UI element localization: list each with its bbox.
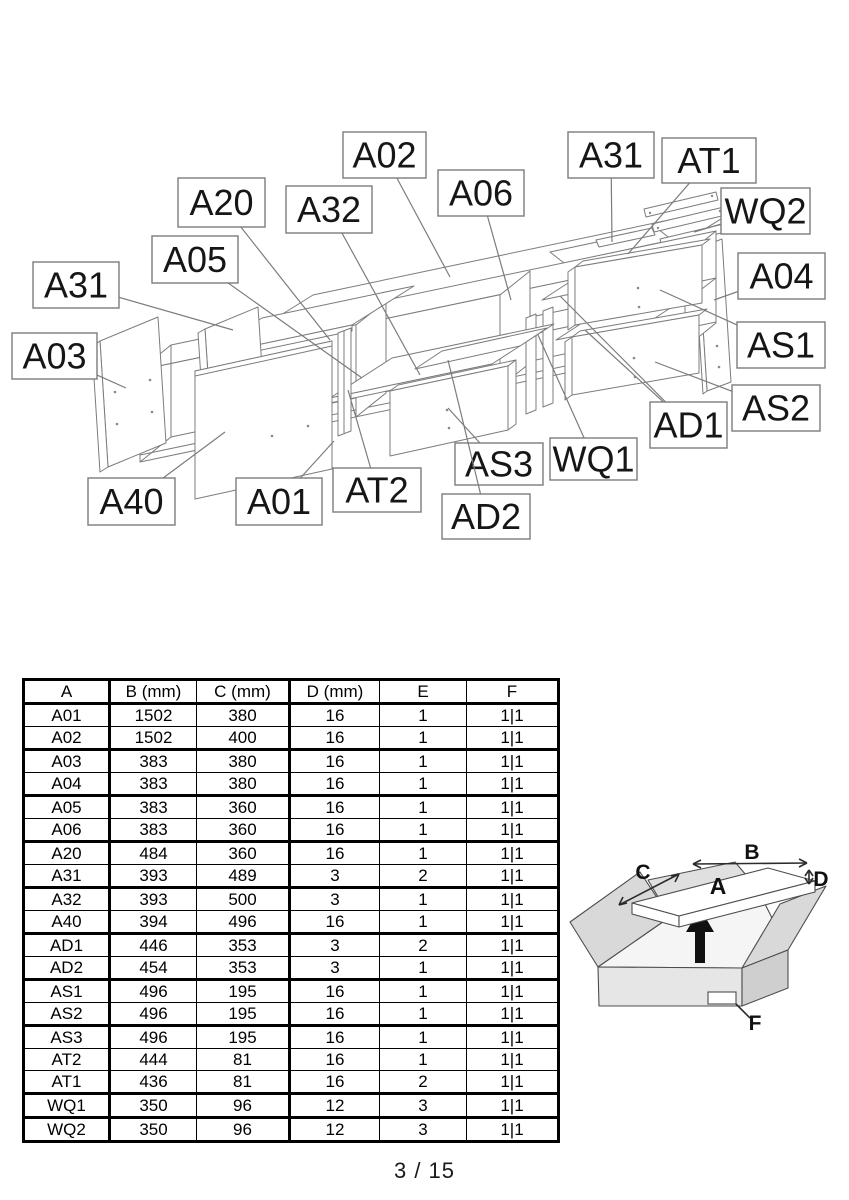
table-cell: A06 xyxy=(24,819,110,842)
table-cell: 360 xyxy=(197,842,290,865)
table-cell: 195 xyxy=(197,1003,290,1026)
parts-table xyxy=(22,678,560,1143)
table-cell: AS1 xyxy=(24,980,110,1003)
table-row xyxy=(24,911,559,934)
table-header-cell: D (mm) xyxy=(290,680,380,704)
table-cell: A03 xyxy=(24,750,110,773)
dim-label-c: C xyxy=(635,861,651,884)
table-cell: 1502 xyxy=(110,727,197,750)
table-cell: 1 xyxy=(380,1003,467,1026)
table-cell: 454 xyxy=(110,957,197,980)
table-cell: 353 xyxy=(197,934,290,957)
table-cell: 383 xyxy=(110,773,197,796)
table-cell: 353 xyxy=(197,957,290,980)
table-cell: 496 xyxy=(110,980,197,1003)
table-header-cell: F xyxy=(467,680,559,704)
table-cell: 16 xyxy=(290,727,380,750)
dim-label-f: F xyxy=(748,1012,762,1035)
part-label-text: WQ2 xyxy=(724,190,807,232)
table-cell: A05 xyxy=(24,796,110,819)
table-cell: 1 xyxy=(380,1026,467,1049)
table-cell: 1|1 xyxy=(467,911,559,934)
table-cell: 1 xyxy=(380,957,467,980)
parts-table-body xyxy=(24,704,559,1142)
table-cell: 1 xyxy=(380,704,467,727)
table-cell: AS3 xyxy=(24,1026,110,1049)
table-row xyxy=(24,773,559,796)
table-row xyxy=(24,865,559,888)
table-cell: 3 xyxy=(290,957,380,980)
table-cell: 1|1 xyxy=(467,819,559,842)
table-cell: 500 xyxy=(197,888,290,911)
table-cell: 383 xyxy=(110,819,197,842)
table-cell: 1502 xyxy=(110,704,197,727)
table-cell: 12 xyxy=(290,1094,380,1118)
part-label-text: A31 xyxy=(43,264,109,306)
part-label-text: AS2 xyxy=(741,387,811,429)
table-cell: 195 xyxy=(197,980,290,1003)
table-cell: 12 xyxy=(290,1118,380,1142)
parts-table-head xyxy=(24,680,559,704)
table-cell: 393 xyxy=(110,888,197,911)
table-cell: 484 xyxy=(110,842,197,865)
table-row xyxy=(24,888,559,911)
table-cell: 380 xyxy=(197,704,290,727)
part-label-text: A02 xyxy=(352,134,417,176)
table-cell: AT2 xyxy=(24,1049,110,1071)
table-cell: 1 xyxy=(380,911,467,934)
table-row xyxy=(24,1094,559,1118)
table-cell: 496 xyxy=(197,911,290,934)
table-cell: AD2 xyxy=(24,957,110,980)
table-row xyxy=(24,796,559,819)
table-row xyxy=(24,957,559,980)
table-cell: 394 xyxy=(110,911,197,934)
table-cell: A01 xyxy=(24,704,110,727)
part-label-text: A01 xyxy=(246,481,312,522)
table-cell: 350 xyxy=(110,1118,197,1142)
table-row xyxy=(24,1049,559,1071)
table-cell: 16 xyxy=(290,1026,380,1049)
table-cell: 81 xyxy=(197,1071,290,1094)
table-cell: 1 xyxy=(380,773,467,796)
table-cell: 16 xyxy=(290,750,380,773)
table-row xyxy=(24,980,559,1003)
table-row xyxy=(24,819,559,842)
front-trim-art xyxy=(338,328,351,436)
table-cell: 1 xyxy=(380,842,467,865)
table-cell: AS2 xyxy=(24,1003,110,1026)
table-cell: 1|1 xyxy=(467,1026,559,1049)
table-cell: 1|1 xyxy=(467,750,559,773)
part-label-text: AT1 xyxy=(677,140,741,181)
table-cell: A31 xyxy=(24,865,110,888)
table-cell: 496 xyxy=(110,1003,197,1026)
table-cell: 496 xyxy=(110,1026,197,1049)
part-label-text: AS3 xyxy=(464,443,534,485)
part-label-text: A04 xyxy=(749,255,814,297)
table-header-row xyxy=(24,680,559,704)
table-cell: 1 xyxy=(380,1049,467,1071)
table-cell: AD1 xyxy=(24,934,110,957)
table-cell: 1 xyxy=(380,796,467,819)
table-cell: 1|1 xyxy=(467,1071,559,1094)
table-cell: 81 xyxy=(197,1049,290,1071)
table-cell: WQ1 xyxy=(24,1094,110,1118)
part-label-text: A06 xyxy=(448,172,514,214)
table-cell: 1 xyxy=(380,819,467,842)
table-cell: WQ2 xyxy=(24,1118,110,1142)
dim-label-a: A xyxy=(709,873,727,899)
table-row xyxy=(24,727,559,750)
part-label-text: A20 xyxy=(189,182,254,223)
table-cell: 16 xyxy=(290,1071,380,1094)
part-label-a04 xyxy=(714,253,825,300)
table-cell: 3 xyxy=(290,888,380,911)
table-row xyxy=(24,750,559,773)
table-cell: 1|1 xyxy=(467,980,559,1003)
table-cell: 3 xyxy=(290,934,380,957)
table-cell: 16 xyxy=(290,704,380,727)
table-cell: 444 xyxy=(110,1049,197,1071)
table-cell: 2 xyxy=(380,934,467,957)
table-header-cell: E xyxy=(380,680,467,704)
part-label-text: A03 xyxy=(22,335,87,377)
table-cell: 1|1 xyxy=(467,957,559,980)
table-cell: 2 xyxy=(380,865,467,888)
table-cell: 1|1 xyxy=(467,1003,559,1026)
part-label-text: WQ1 xyxy=(552,438,635,480)
table-cell: 1|1 xyxy=(467,888,559,911)
table-cell: 96 xyxy=(197,1118,290,1142)
table-row xyxy=(24,1026,559,1049)
table-cell: 436 xyxy=(110,1071,197,1094)
table-row xyxy=(24,704,559,727)
dim-label-d: D xyxy=(813,868,829,891)
table-cell: 1 xyxy=(380,980,467,1003)
table-cell: 1|1 xyxy=(467,1049,559,1071)
table-cell: 360 xyxy=(197,796,290,819)
part-label-text: A31 xyxy=(578,134,644,176)
table-cell: 1 xyxy=(380,727,467,750)
table-cell: 1 xyxy=(380,750,467,773)
table-cell: 16 xyxy=(290,911,380,934)
table-row xyxy=(24,1071,559,1094)
table-cell: 16 xyxy=(290,842,380,865)
table-row xyxy=(24,1118,559,1142)
table-cell: 16 xyxy=(290,773,380,796)
table-header-cell: B (mm) xyxy=(110,680,197,704)
table-cell: A20 xyxy=(24,842,110,865)
table-cell: 16 xyxy=(290,819,380,842)
table-header-cell: C (mm) xyxy=(197,680,290,704)
table-cell: 1|1 xyxy=(467,842,559,865)
table-cell: 489 xyxy=(197,865,290,888)
table-header-cell: A xyxy=(24,680,110,704)
table-cell: 1|1 xyxy=(467,796,559,819)
table-row xyxy=(24,1003,559,1026)
table-cell: 3 xyxy=(380,1094,467,1118)
part-label-text: AD2 xyxy=(450,496,522,537)
table-cell: 16 xyxy=(290,796,380,819)
parts-table-container xyxy=(22,678,560,1143)
table-cell: 383 xyxy=(110,750,197,773)
table-cell: 3 xyxy=(380,1118,467,1142)
table-cell: 1|1 xyxy=(467,704,559,727)
part-label-text: A32 xyxy=(296,189,362,230)
table-cell: 380 xyxy=(197,750,290,773)
table-cell: A02 xyxy=(24,727,110,750)
table-cell: 1|1 xyxy=(467,727,559,750)
part-label-text: AT2 xyxy=(345,469,409,511)
table-cell: 16 xyxy=(290,1003,380,1026)
table-cell: 383 xyxy=(110,796,197,819)
table-cell: 2 xyxy=(380,1071,467,1094)
table-cell: A04 xyxy=(24,773,110,796)
table-row xyxy=(24,842,559,865)
table-cell: 393 xyxy=(110,865,197,888)
table-cell: 1|1 xyxy=(467,1094,559,1118)
table-cell: 96 xyxy=(197,1094,290,1118)
table-cell: 350 xyxy=(110,1094,197,1118)
packaging-diagram xyxy=(555,833,845,1063)
dim-label-b: B xyxy=(744,841,760,864)
table-cell: 195 xyxy=(197,1026,290,1049)
table-cell: 1|1 xyxy=(467,865,559,888)
table-cell: 1|1 xyxy=(467,934,559,957)
table-cell: AT1 xyxy=(24,1071,110,1094)
table-cell: 16 xyxy=(290,1049,380,1071)
table-cell: 380 xyxy=(197,773,290,796)
part-label-text: AS1 xyxy=(746,324,816,366)
table-row xyxy=(24,934,559,957)
part-label-text: A05 xyxy=(162,239,228,280)
part-label-text: A40 xyxy=(99,481,164,522)
table-cell: 400 xyxy=(197,727,290,750)
table-cell: 446 xyxy=(110,934,197,957)
part-label-text: AD1 xyxy=(653,404,724,446)
table-cell: A40 xyxy=(24,911,110,934)
table-cell: 360 xyxy=(197,819,290,842)
page-number: 3 / 15 xyxy=(393,1158,456,1183)
table-cell: 1|1 xyxy=(467,773,559,796)
table-cell: A32 xyxy=(24,888,110,911)
table-cell: 3 xyxy=(290,865,380,888)
table-cell: 16 xyxy=(290,980,380,1003)
table-cell: 1 xyxy=(380,888,467,911)
table-cell: 1|1 xyxy=(467,1118,559,1142)
